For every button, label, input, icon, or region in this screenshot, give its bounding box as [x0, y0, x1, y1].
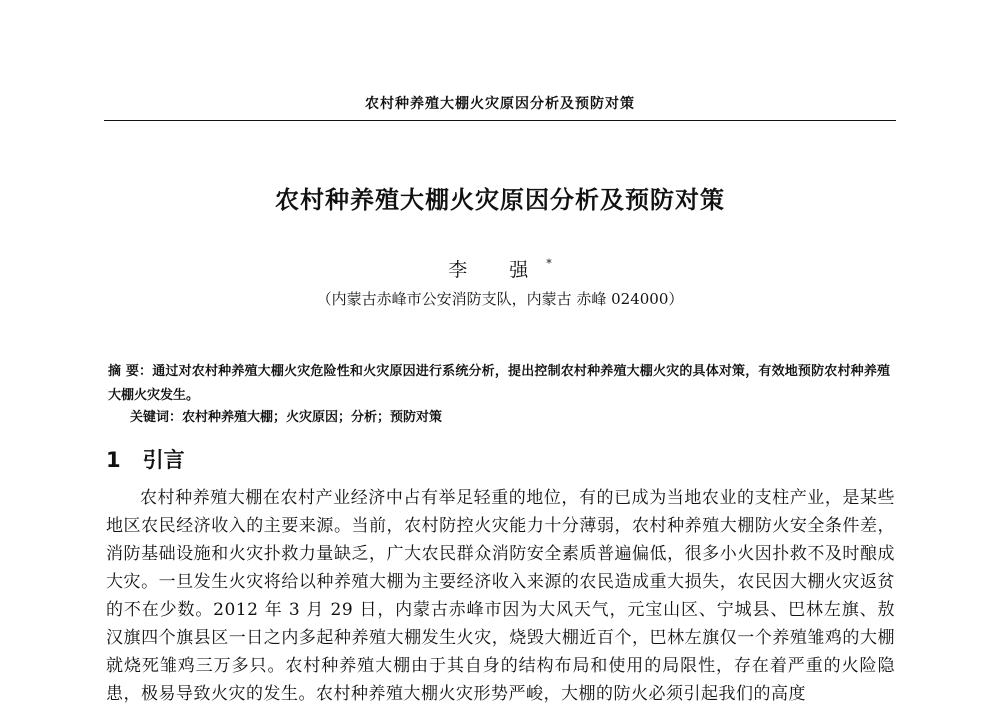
abstract — [108, 360, 890, 408]
abstract-label: 摘 要： — [108, 364, 153, 379]
keywords-text: 农村种养殖大棚；火灾原因；分析；预防对策 — [182, 410, 443, 425]
author-name: 李 强 — [448, 259, 547, 281]
author-footnote-mark: * — [546, 256, 552, 270]
section-heading — [106, 444, 185, 474]
abstract-text: 通过对农村种养殖大棚火灾危险性和火灾原因进行系统分析，提出控制农村种养殖大棚火灾的具体对策，有效地预防农村种养殖大棚火灾发生。 — [108, 364, 890, 403]
keywords — [130, 408, 890, 428]
section-title: 引言 — [142, 448, 185, 472]
author-affiliation: （内蒙古赤峰市公安消防支队，内蒙古 赤峰 024000） — [316, 290, 684, 308]
paper-title: 农村种养殖大棚火灾原因分析及预防对策 — [275, 186, 725, 214]
author-line — [104, 255, 896, 282]
section-number: 1 — [106, 448, 121, 472]
keywords-label: 关键词： — [130, 410, 183, 425]
body-paragraph: 农村种养殖大棚在农村产业经济中占有举足轻重的地位，有的已成为当地农业的支柱产业，是某些地区农民经济收入的主要来源。当前，农村防控火灾能力十分薄弱，农村种养殖大棚防火安全条件差，消防基础设施和火灾扑救力量缺乏，广大农民群众消防安全素质普遍偏低，很多小火因扑救不及时酿成大灾。一旦发生火灾将给以种养殖大棚为主要经济收入来源的农民造成重大损失，农民因大棚火灾返贫的不在少数。2012 年 3 月 29 日，内蒙古赤峰市因为大风天气，元宝山区、宁城县、巴林左旗、敖汉旗四个旗县区一日之内多起种养殖大棚发生火灾，烧毁大棚近百个，巴林左旗仅一个养殖雏鸡的大棚就烧死雏鸡三万多只。农村种养殖大棚由于其自身的结构布局和使用的局限性，存在着严重的火险隐患，极易导致火灾的发生。农村种养殖大棚火灾形势严峻，大棚的防火必须引起我们的高度 — [106, 488, 895, 704]
running-head: 农村种养殖大棚火灾原因分析及预防对策 — [365, 96, 635, 112]
header-rule — [104, 120, 896, 121]
